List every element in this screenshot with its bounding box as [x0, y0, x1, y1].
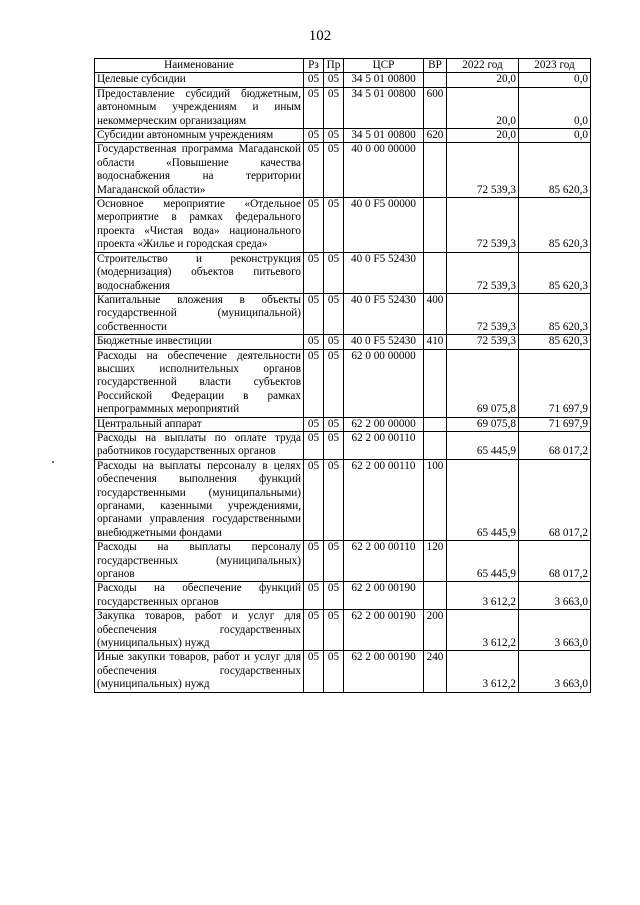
row-2022: 72 539,3 — [447, 335, 519, 349]
row-name: Целевые субсидии — [95, 73, 304, 87]
table-row — [95, 293, 591, 334]
row-name: Центральный аппарат — [95, 417, 304, 431]
row-pr: 05 — [324, 73, 344, 87]
row-csr: 62 0 00 00000 — [344, 349, 424, 417]
row-rz: 05 — [304, 431, 324, 459]
row-vr: 400 — [424, 293, 447, 334]
row-csr: 40 0 F5 52430 — [344, 293, 424, 334]
table-header-row — [95, 59, 591, 73]
row-2023: 68 017,2 — [519, 459, 591, 540]
row-2022: 20,0 — [447, 129, 519, 143]
table-row — [95, 610, 591, 651]
row-rz: 05 — [304, 293, 324, 334]
row-name: Государственная программа Магаданской области «Повышение качества водоснабжения на территории Магаданской области» — [95, 143, 304, 198]
row-name: Строительство и реконструкция (модернизация) объектов питьевого водоснабжения — [95, 252, 304, 293]
page-number: 102 — [308, 28, 332, 44]
row-2022: 72 539,3 — [447, 143, 519, 198]
row-pr: 05 — [324, 541, 344, 582]
scan-speck — [52, 461, 54, 463]
row-2022: 65 445,9 — [447, 431, 519, 459]
table-row — [95, 582, 591, 610]
row-csr: 40 0 00 00000 — [344, 143, 424, 198]
row-rz: 05 — [304, 610, 324, 651]
row-rz: 05 — [304, 459, 324, 540]
table-row — [95, 143, 591, 198]
row-pr: 05 — [324, 143, 344, 198]
header-pr: Пр — [324, 59, 344, 73]
row-csr: 62 2 00 00110 — [344, 541, 424, 582]
row-name: Расходы на выплаты по оплате труда работников государственных органов — [95, 431, 304, 459]
row-csr: 62 2 00 00000 — [344, 417, 424, 431]
table-row — [95, 541, 591, 582]
table-row — [95, 252, 591, 293]
row-vr: 240 — [424, 651, 447, 692]
row-2023: 68 017,2 — [519, 431, 591, 459]
row-2023: 85 620,3 — [519, 198, 591, 253]
row-2023: 0,0 — [519, 73, 591, 87]
row-pr: 05 — [324, 293, 344, 334]
row-rz: 05 — [304, 417, 324, 431]
row-rz: 05 — [304, 582, 324, 610]
row-2023: 0,0 — [519, 129, 591, 143]
row-vr: 410 — [424, 335, 447, 349]
header-rz: Рз — [304, 59, 324, 73]
row-pr: 05 — [324, 335, 344, 349]
budget-table — [94, 58, 591, 693]
row-2023: 85 620,3 — [519, 293, 591, 334]
row-vr — [424, 143, 447, 198]
row-2023: 3 663,0 — [519, 610, 591, 651]
header-csr: ЦСР — [344, 59, 424, 73]
row-vr: 600 — [424, 87, 447, 128]
row-rz: 05 — [304, 541, 324, 582]
row-rz: 05 — [304, 349, 324, 417]
row-name: Бюджетные инвестиции — [95, 335, 304, 349]
row-2022: 20,0 — [447, 87, 519, 128]
table-row — [95, 198, 591, 253]
row-2022: 3 612,2 — [447, 651, 519, 692]
row-csr: 62 2 00 00110 — [344, 431, 424, 459]
row-pr: 05 — [324, 431, 344, 459]
row-csr: 34 5 01 00800 — [344, 87, 424, 128]
table-row — [95, 87, 591, 128]
row-name: Основное мероприятие «Отдельное мероприятие в рамках федерального проекта «Чистая вода» национального проекта «Жилье и городская среда» — [95, 198, 304, 253]
row-2022: 65 445,9 — [447, 541, 519, 582]
row-pr: 05 — [324, 87, 344, 128]
row-vr: 100 — [424, 459, 447, 540]
header-2023: 2023 год — [519, 59, 591, 73]
row-csr: 40 0 F5 52430 — [344, 252, 424, 293]
table-row — [95, 335, 591, 349]
row-vr — [424, 73, 447, 87]
row-2022: 72 539,3 — [447, 252, 519, 293]
row-rz: 05 — [304, 252, 324, 293]
row-pr: 05 — [324, 610, 344, 651]
row-vr — [424, 252, 447, 293]
row-pr: 05 — [324, 252, 344, 293]
table-row — [95, 459, 591, 540]
row-2022: 20,0 — [447, 73, 519, 87]
header-2022: 2022 год — [447, 59, 519, 73]
row-csr: 40 0 F5 00000 — [344, 198, 424, 253]
row-csr: 62 2 00 00190 — [344, 582, 424, 610]
row-vr: 120 — [424, 541, 447, 582]
row-2022: 3 612,2 — [447, 610, 519, 651]
row-2023: 3 663,0 — [519, 651, 591, 692]
row-csr: 62 2 00 00110 — [344, 459, 424, 540]
row-vr — [424, 417, 447, 431]
row-vr: 620 — [424, 129, 447, 143]
row-name: Закупка товаров, работ и услуг для обеспечения государственных (муниципальных) нужд — [95, 610, 304, 651]
row-2023: 85 620,3 — [519, 252, 591, 293]
row-vr — [424, 349, 447, 417]
row-rz: 05 — [304, 129, 324, 143]
row-vr: 200 — [424, 610, 447, 651]
row-pr: 05 — [324, 417, 344, 431]
header-name: Наименование — [95, 59, 304, 73]
row-vr — [424, 582, 447, 610]
row-2023: 3 663,0 — [519, 582, 591, 610]
row-csr: 34 5 01 00800 — [344, 73, 424, 87]
table-row — [95, 431, 591, 459]
row-rz: 05 — [304, 335, 324, 349]
row-rz: 05 — [304, 73, 324, 87]
row-pr: 05 — [324, 129, 344, 143]
table-row — [95, 417, 591, 431]
row-name: Расходы на выплаты персоналу в целях обеспечения выполнения функций государственными (муниципальными) органами, казенными учреждениями, органами управления государственными внебюджетными фондами — [95, 459, 304, 540]
row-2022: 72 539,3 — [447, 198, 519, 253]
row-csr: 34 5 01 00800 — [344, 129, 424, 143]
row-rz: 05 — [304, 198, 324, 253]
row-2023: 71 697,9 — [519, 349, 591, 417]
row-rz: 05 — [304, 651, 324, 692]
row-name: Субсидии автономным учреждениям — [95, 129, 304, 143]
row-2023: 85 620,3 — [519, 335, 591, 349]
row-pr: 05 — [324, 459, 344, 540]
row-name: Иные закупки товаров, работ и услуг для обеспечения государственных (муниципальных) нужд — [95, 651, 304, 692]
row-pr: 05 — [324, 582, 344, 610]
row-vr — [424, 198, 447, 253]
row-name: Расходы на обеспечение деятельности высших исполнительных органов государственной власти субъектов Российской Федерации в рамках непрограммных мероприятий — [95, 349, 304, 417]
row-csr: 62 2 00 00190 — [344, 651, 424, 692]
row-2022: 3 612,2 — [447, 582, 519, 610]
header-vr: ВР — [424, 59, 447, 73]
row-2022: 65 445,9 — [447, 459, 519, 540]
row-csr: 40 0 F5 52430 — [344, 335, 424, 349]
row-name: Расходы на выплаты персоналу государственных (муниципальных) органов — [95, 541, 304, 582]
row-2023: 68 017,2 — [519, 541, 591, 582]
row-name: Расходы на обеспечение функций государственных органов — [95, 582, 304, 610]
row-pr: 05 — [324, 198, 344, 253]
row-name: Капитальные вложения в объекты государственной (муниципальной) собственности — [95, 293, 304, 334]
row-name: Предоставление субсидий бюджетным, автономным учреждениям и иным некоммерческим организациям — [95, 87, 304, 128]
row-2022: 69 075,8 — [447, 417, 519, 431]
row-2022: 69 075,8 — [447, 349, 519, 417]
table-row — [95, 129, 591, 143]
row-2023: 71 697,9 — [519, 417, 591, 431]
row-pr: 05 — [324, 651, 344, 692]
row-2022: 72 539,3 — [447, 293, 519, 334]
row-2023: 85 620,3 — [519, 143, 591, 198]
table-row — [95, 651, 591, 692]
row-2023: 0,0 — [519, 87, 591, 128]
table-row — [95, 73, 591, 87]
row-rz: 05 — [304, 87, 324, 128]
table-row — [95, 349, 591, 417]
row-csr: 62 2 00 00190 — [344, 610, 424, 651]
row-pr: 05 — [324, 349, 344, 417]
row-vr — [424, 431, 447, 459]
row-rz: 05 — [304, 143, 324, 198]
